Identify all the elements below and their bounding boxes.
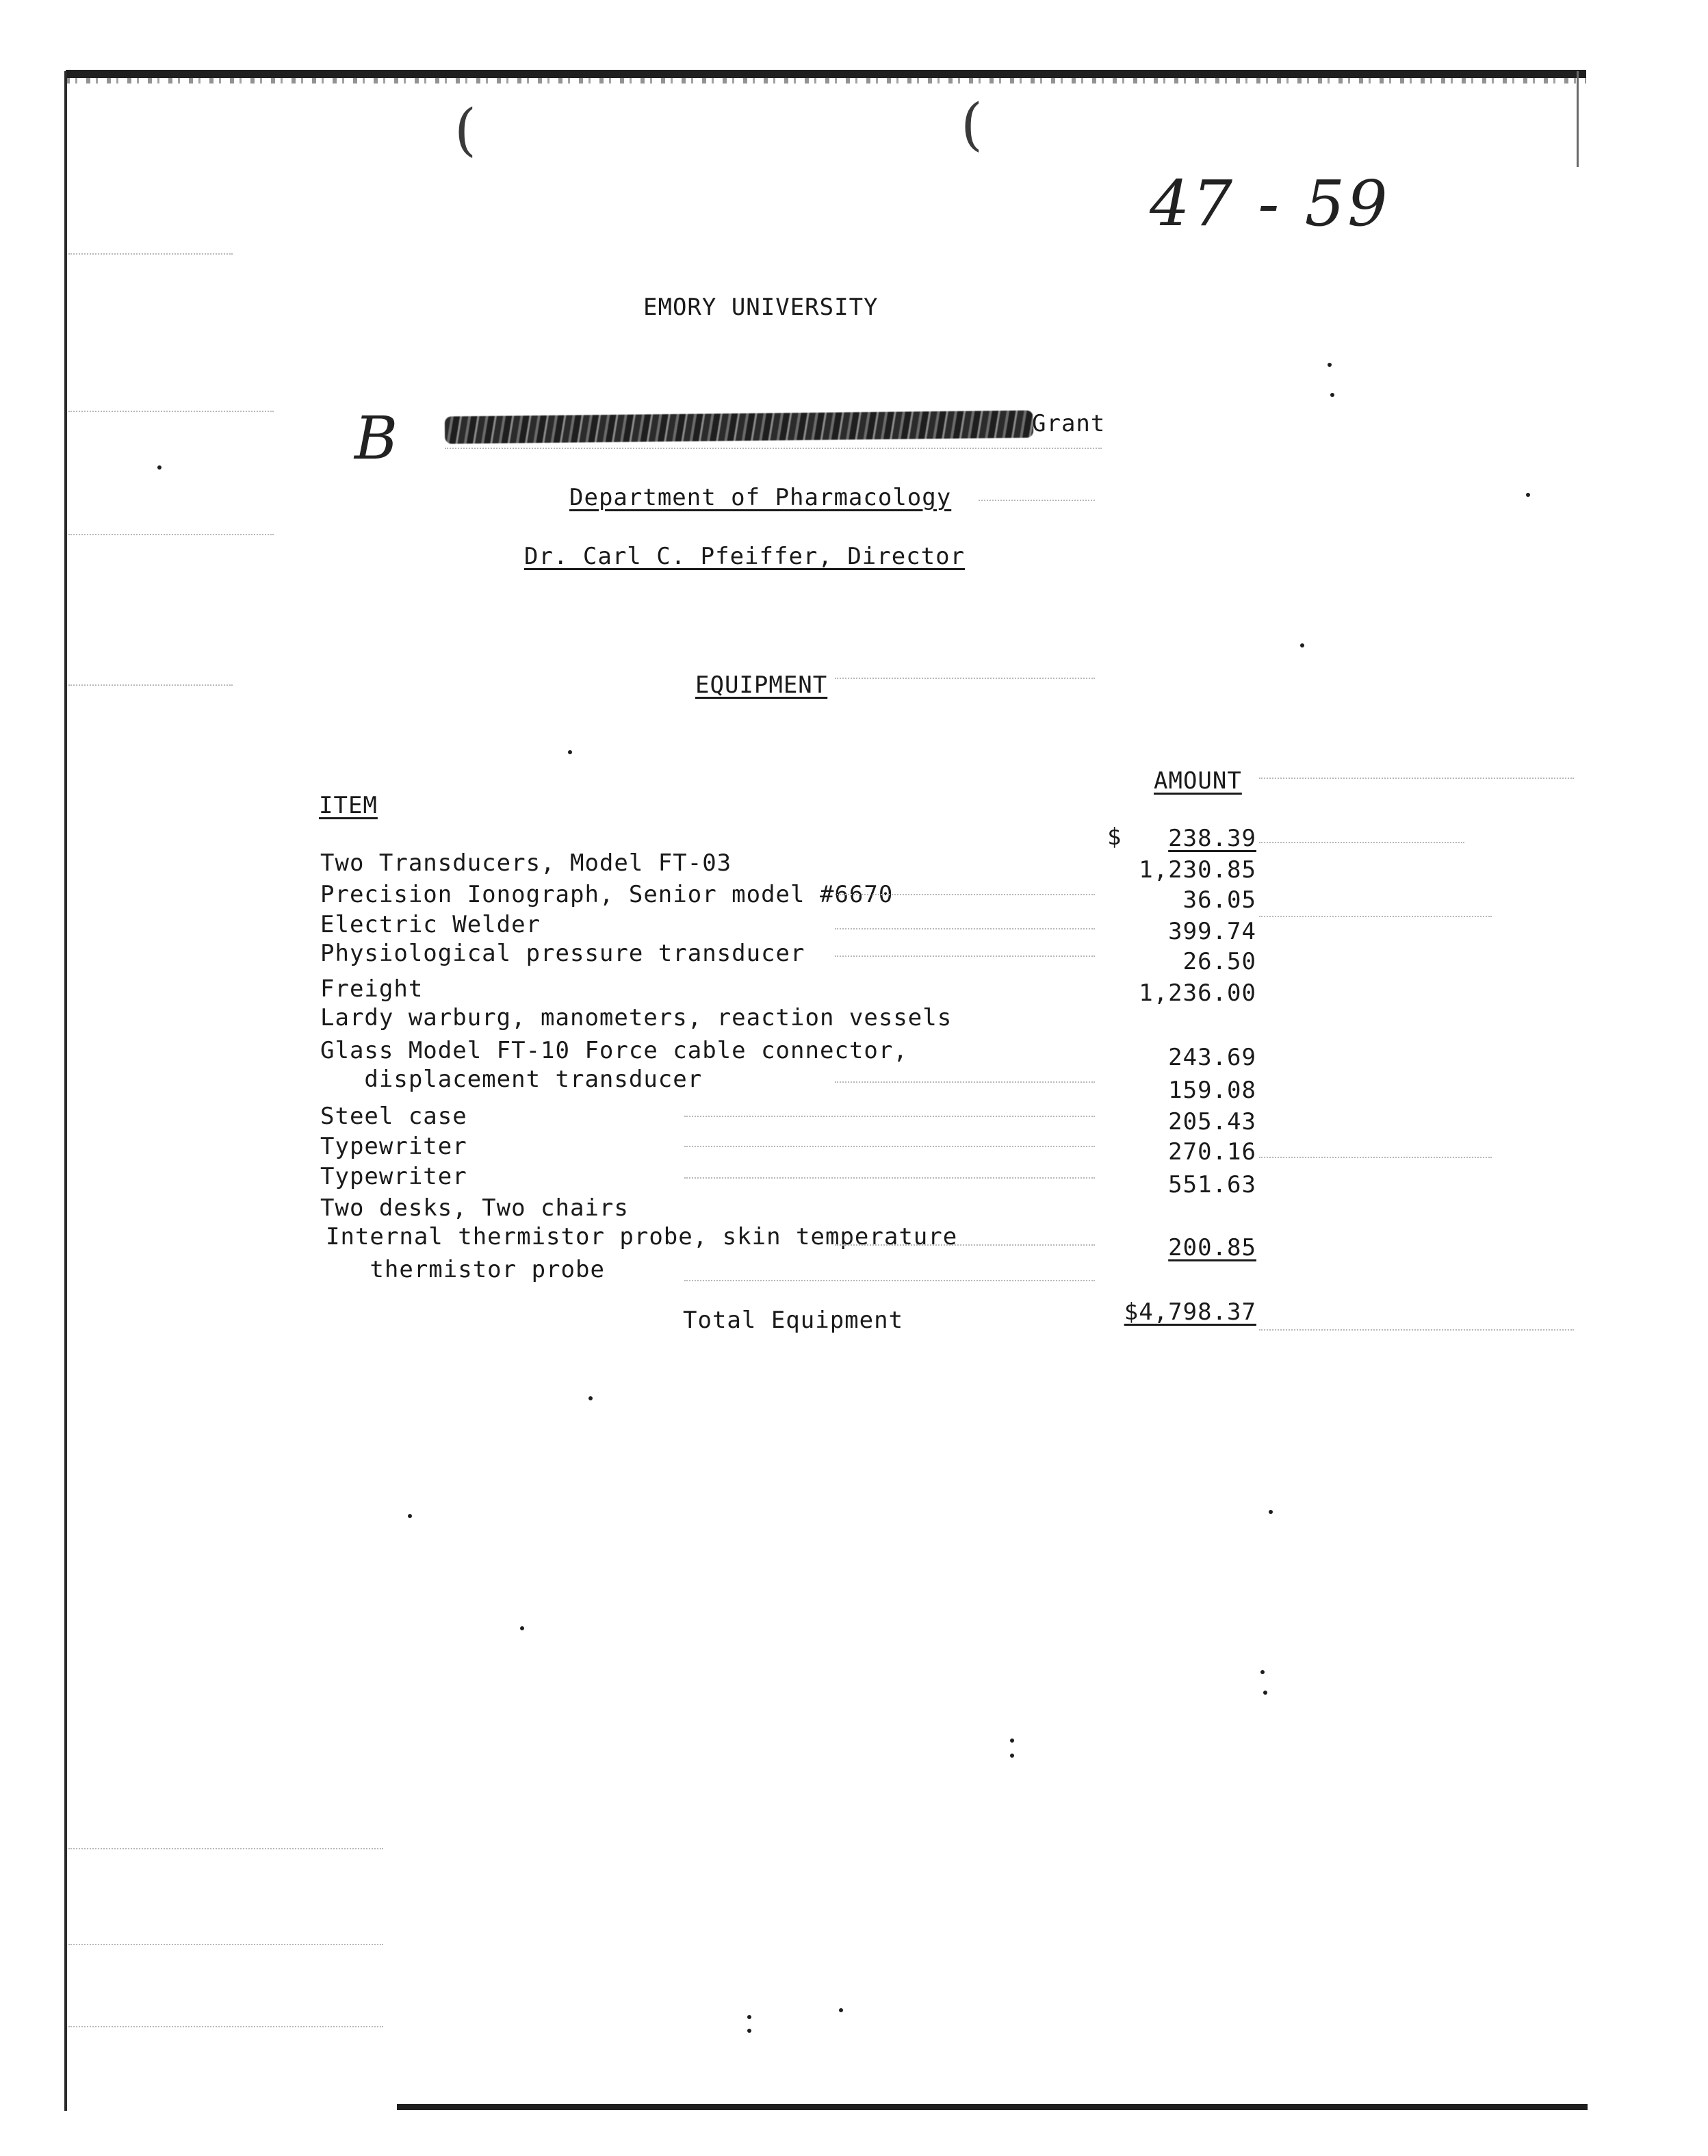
- faint-rule: [835, 955, 1095, 957]
- faint-rule: [68, 411, 274, 412]
- item-cell: Lardy warburg, manometers, reaction vessels: [320, 1004, 953, 1031]
- scan-speck: [1300, 643, 1304, 647]
- amount-cell: 551.63: [1168, 1171, 1256, 1198]
- faint-rule: [979, 500, 1095, 501]
- currency-symbol: $: [1107, 823, 1122, 851]
- binder-hole-mark-left: (: [454, 98, 476, 163]
- item-cell: Typewriter: [320, 1133, 467, 1160]
- faint-rule: [835, 1081, 1095, 1083]
- scan-top-noise: [66, 78, 1586, 84]
- amount-cell: 159.08: [1168, 1077, 1256, 1104]
- item-column-header: ITEM: [319, 792, 378, 819]
- scan-bottom-border: [397, 2104, 1588, 2110]
- faint-rule: [835, 928, 1095, 929]
- scan-top-border: [66, 70, 1586, 78]
- item-cell: Two Transducers, Model FT-03: [320, 849, 732, 877]
- faint-rule: [684, 1146, 1095, 1147]
- scan-speck: [1330, 393, 1334, 397]
- scan-speck: [1263, 1691, 1267, 1695]
- faint-rule: [835, 1244, 1095, 1246]
- amount-column-header: AMOUNT: [1154, 767, 1242, 795]
- amount-cell: 36.05: [1182, 886, 1256, 914]
- scan-right-border: [1577, 71, 1579, 167]
- handwritten-document-number: 47 - 59: [1150, 167, 1390, 240]
- faint-rule: [68, 684, 233, 686]
- item-cell: Typewriter: [320, 1163, 467, 1190]
- faint-rule: [684, 1116, 1095, 1117]
- scan-speck: [157, 465, 161, 470]
- item-cell: thermistor probe: [326, 1256, 605, 1283]
- faint-rule: [1259, 1157, 1492, 1158]
- faint-rule: [1259, 778, 1574, 779]
- faint-rule: [835, 678, 1095, 679]
- scan-speck: [1260, 1670, 1265, 1674]
- amount-cell: 243.69: [1168, 1044, 1256, 1071]
- section-title: EQUIPMENT: [695, 671, 828, 699]
- amount-cell: 399.74: [1168, 918, 1256, 945]
- scan-speck: [408, 1514, 412, 1518]
- amount-cell: 1,230.85: [1139, 856, 1256, 884]
- scan-speck: [520, 1626, 524, 1630]
- faint-rule: [1259, 916, 1492, 917]
- grant-underline: [445, 448, 1102, 449]
- amount-cell: 200.85: [1168, 1234, 1256, 1261]
- item-cell: Freight: [320, 975, 424, 1003]
- scan-speck: [1269, 1510, 1273, 1514]
- faint-rule: [1259, 842, 1464, 843]
- scan-speck: [588, 1396, 593, 1400]
- faint-rule: [1259, 1329, 1574, 1331]
- amount-cell: 238.39: [1168, 825, 1256, 852]
- scan-speck: [839, 2008, 843, 2012]
- item-cell: displacement transducer: [320, 1066, 703, 1093]
- faint-rule: [68, 1944, 383, 1945]
- scan-speck: [1010, 1738, 1014, 1743]
- department-name: Department of Pharmacology: [569, 484, 952, 511]
- redacted-grant-name: [445, 410, 1033, 444]
- faint-rule: [68, 1848, 383, 1849]
- amount-cell: 26.50: [1182, 948, 1256, 975]
- binder-hole-mark-right: (: [961, 92, 983, 157]
- faint-rule: [835, 894, 1095, 895]
- scan-speck: [1010, 1754, 1014, 1758]
- item-cell: Physiological pressure transducer: [320, 940, 805, 967]
- university-name: EMORY UNIVERSITY: [643, 294, 879, 321]
- item-cell: Two desks, Two chairs: [320, 1194, 629, 1222]
- faint-rule: [68, 253, 233, 255]
- total-amount: $4,798.37: [1124, 1298, 1256, 1326]
- item-cell: Steel case: [320, 1103, 467, 1130]
- faint-rule: [68, 2026, 383, 2027]
- scan-speck: [1328, 363, 1332, 367]
- total-label: Total Equipment: [683, 1307, 904, 1334]
- grant-label: Grant: [1032, 410, 1106, 437]
- faint-rule: [684, 1280, 1095, 1281]
- amount-cell: 1,236.00: [1139, 979, 1256, 1007]
- faint-rule: [684, 1177, 1095, 1179]
- item-cell: Glass Model FT-10 Force cable connector,: [320, 1037, 908, 1064]
- item-cell: Internal thermistor probe, skin temperature: [326, 1223, 958, 1250]
- handwritten-section-letter: B: [354, 405, 398, 473]
- director-name: Dr. Carl C. Pfeiffer, Director: [524, 543, 966, 570]
- faint-rule: [68, 534, 274, 535]
- scan-left-border: [64, 71, 67, 2111]
- item-cell: Precision Ionograph, Senior model #6670: [320, 881, 894, 908]
- amount-cell: 205.43: [1168, 1108, 1256, 1135]
- scan-speck: [747, 2029, 751, 2033]
- scan-speck: [747, 2015, 751, 2019]
- item-cell: Electric Welder: [320, 911, 541, 938]
- scan-speck: [1526, 493, 1530, 497]
- scan-speck: [568, 750, 572, 754]
- amount-cell: 270.16: [1168, 1138, 1256, 1166]
